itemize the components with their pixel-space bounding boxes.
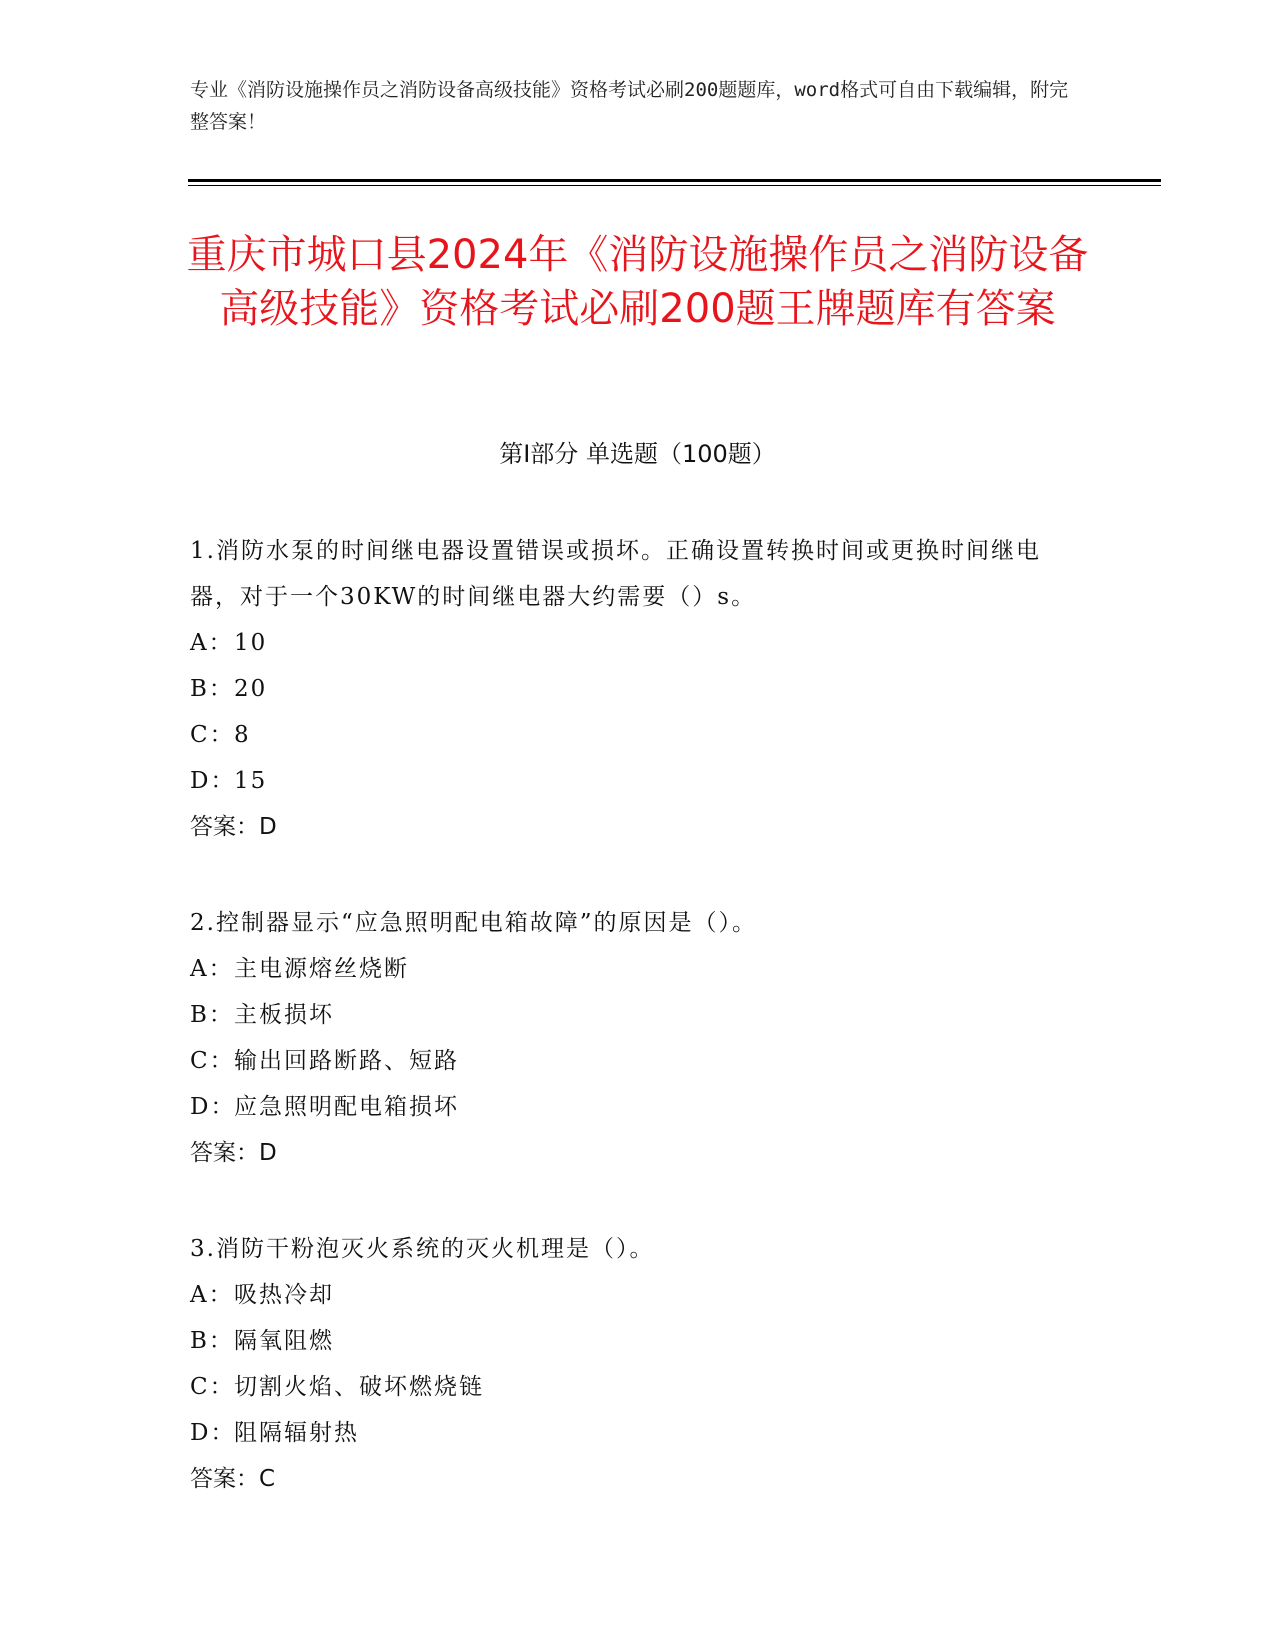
document-title: 重庆市城口县2024年《消防设施操作员之消防设备高级技能》资格考试必刷200题王牌题库有答案	[186, 232, 1089, 332]
header-divider-thin	[188, 185, 1161, 186]
option-letter: B：	[190, 676, 234, 702]
option-a	[190, 946, 1070, 992]
option-text: 输出回路断路、短路	[234, 1048, 459, 1074]
answer-line: 答案：D	[190, 814, 277, 840]
answer-line: 答案：C	[190, 1466, 276, 1492]
option-letter: A：	[190, 1282, 234, 1308]
header-note: 专业《消防设施操作员之消防设备高级技能》资格考试必刷200题题库，word格式可自由下载编辑，附完整答案！	[190, 79, 1069, 133]
option-text: 隔氧阻燃	[234, 1328, 334, 1354]
option-text: 吸热冷却	[234, 1282, 334, 1308]
option-letter: C：	[190, 1048, 235, 1074]
question-stem: 3.消防干粉泡灭火系统的灭火机理是（）。	[190, 1236, 655, 1262]
option-a	[190, 1272, 1070, 1318]
option-text: 应急照明配电箱损坏	[234, 1094, 459, 1120]
option-letter: B：	[190, 1328, 234, 1354]
header-divider-thick	[188, 179, 1161, 182]
option-letter: A：	[190, 956, 234, 982]
option-b	[190, 1318, 1070, 1364]
option-b	[190, 666, 1070, 712]
section-title: 第Ⅰ部分 单选题（100题）	[499, 440, 776, 468]
option-d	[190, 758, 1070, 804]
option-b	[190, 992, 1070, 1038]
option-text: 阻隔辐射热	[234, 1420, 359, 1446]
option-text: 20	[234, 676, 268, 702]
option-a	[190, 620, 1070, 666]
option-letter: B：	[190, 1002, 234, 1028]
question-3	[190, 1226, 1070, 1502]
option-letter: D：	[190, 768, 236, 794]
option-c	[190, 1364, 1070, 1410]
option-c	[190, 712, 1070, 758]
option-text: 10	[234, 630, 268, 656]
option-text: 8	[234, 722, 251, 748]
question-stem: 1.消防水泵的时间继电器设置错误或损坏。正确设置转换时间或更换时间继电器，对于一个30KW的时间继电器大约需要（）s。	[190, 538, 1041, 610]
option-letter: A：	[190, 630, 234, 656]
option-d	[190, 1084, 1070, 1130]
question-list	[190, 528, 1070, 1552]
option-text: 切割火焰、破坏燃烧链	[234, 1374, 484, 1400]
option-letter: C：	[190, 722, 235, 748]
option-letter: C：	[190, 1374, 235, 1400]
option-d	[190, 1410, 1070, 1456]
option-letter: D：	[190, 1094, 236, 1120]
option-letter: D：	[190, 1420, 236, 1446]
answer-line: 答案：D	[190, 1140, 277, 1166]
option-text: 15	[234, 768, 268, 794]
question-1	[190, 528, 1070, 850]
question-stem: 2.控制器显示“应急照明配电箱故障”的原因是（）。	[190, 910, 757, 936]
question-2	[190, 900, 1070, 1176]
option-text: 主板损坏	[234, 1002, 334, 1028]
option-c	[190, 1038, 1070, 1084]
option-text: 主电源熔丝烧断	[234, 956, 409, 982]
